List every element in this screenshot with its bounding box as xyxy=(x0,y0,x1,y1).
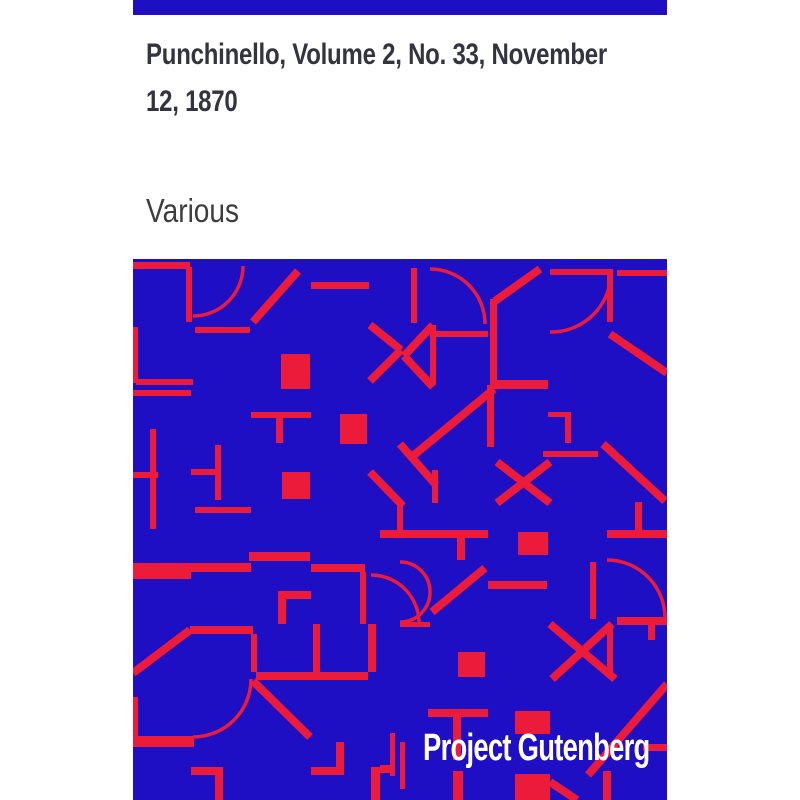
cover-art xyxy=(133,259,667,800)
page-title xyxy=(146,31,642,125)
cover-top-bar xyxy=(133,0,667,15)
title-line-2: 12, 1870 xyxy=(146,85,238,118)
cover-art-pattern xyxy=(133,259,667,800)
author-name: Various xyxy=(146,192,240,229)
art-rect-shapes xyxy=(133,262,667,800)
publisher-label: Project Gutenberg xyxy=(422,727,649,769)
title-line-1: Punchinello, Volume 2, No. 33, November xyxy=(146,38,607,71)
